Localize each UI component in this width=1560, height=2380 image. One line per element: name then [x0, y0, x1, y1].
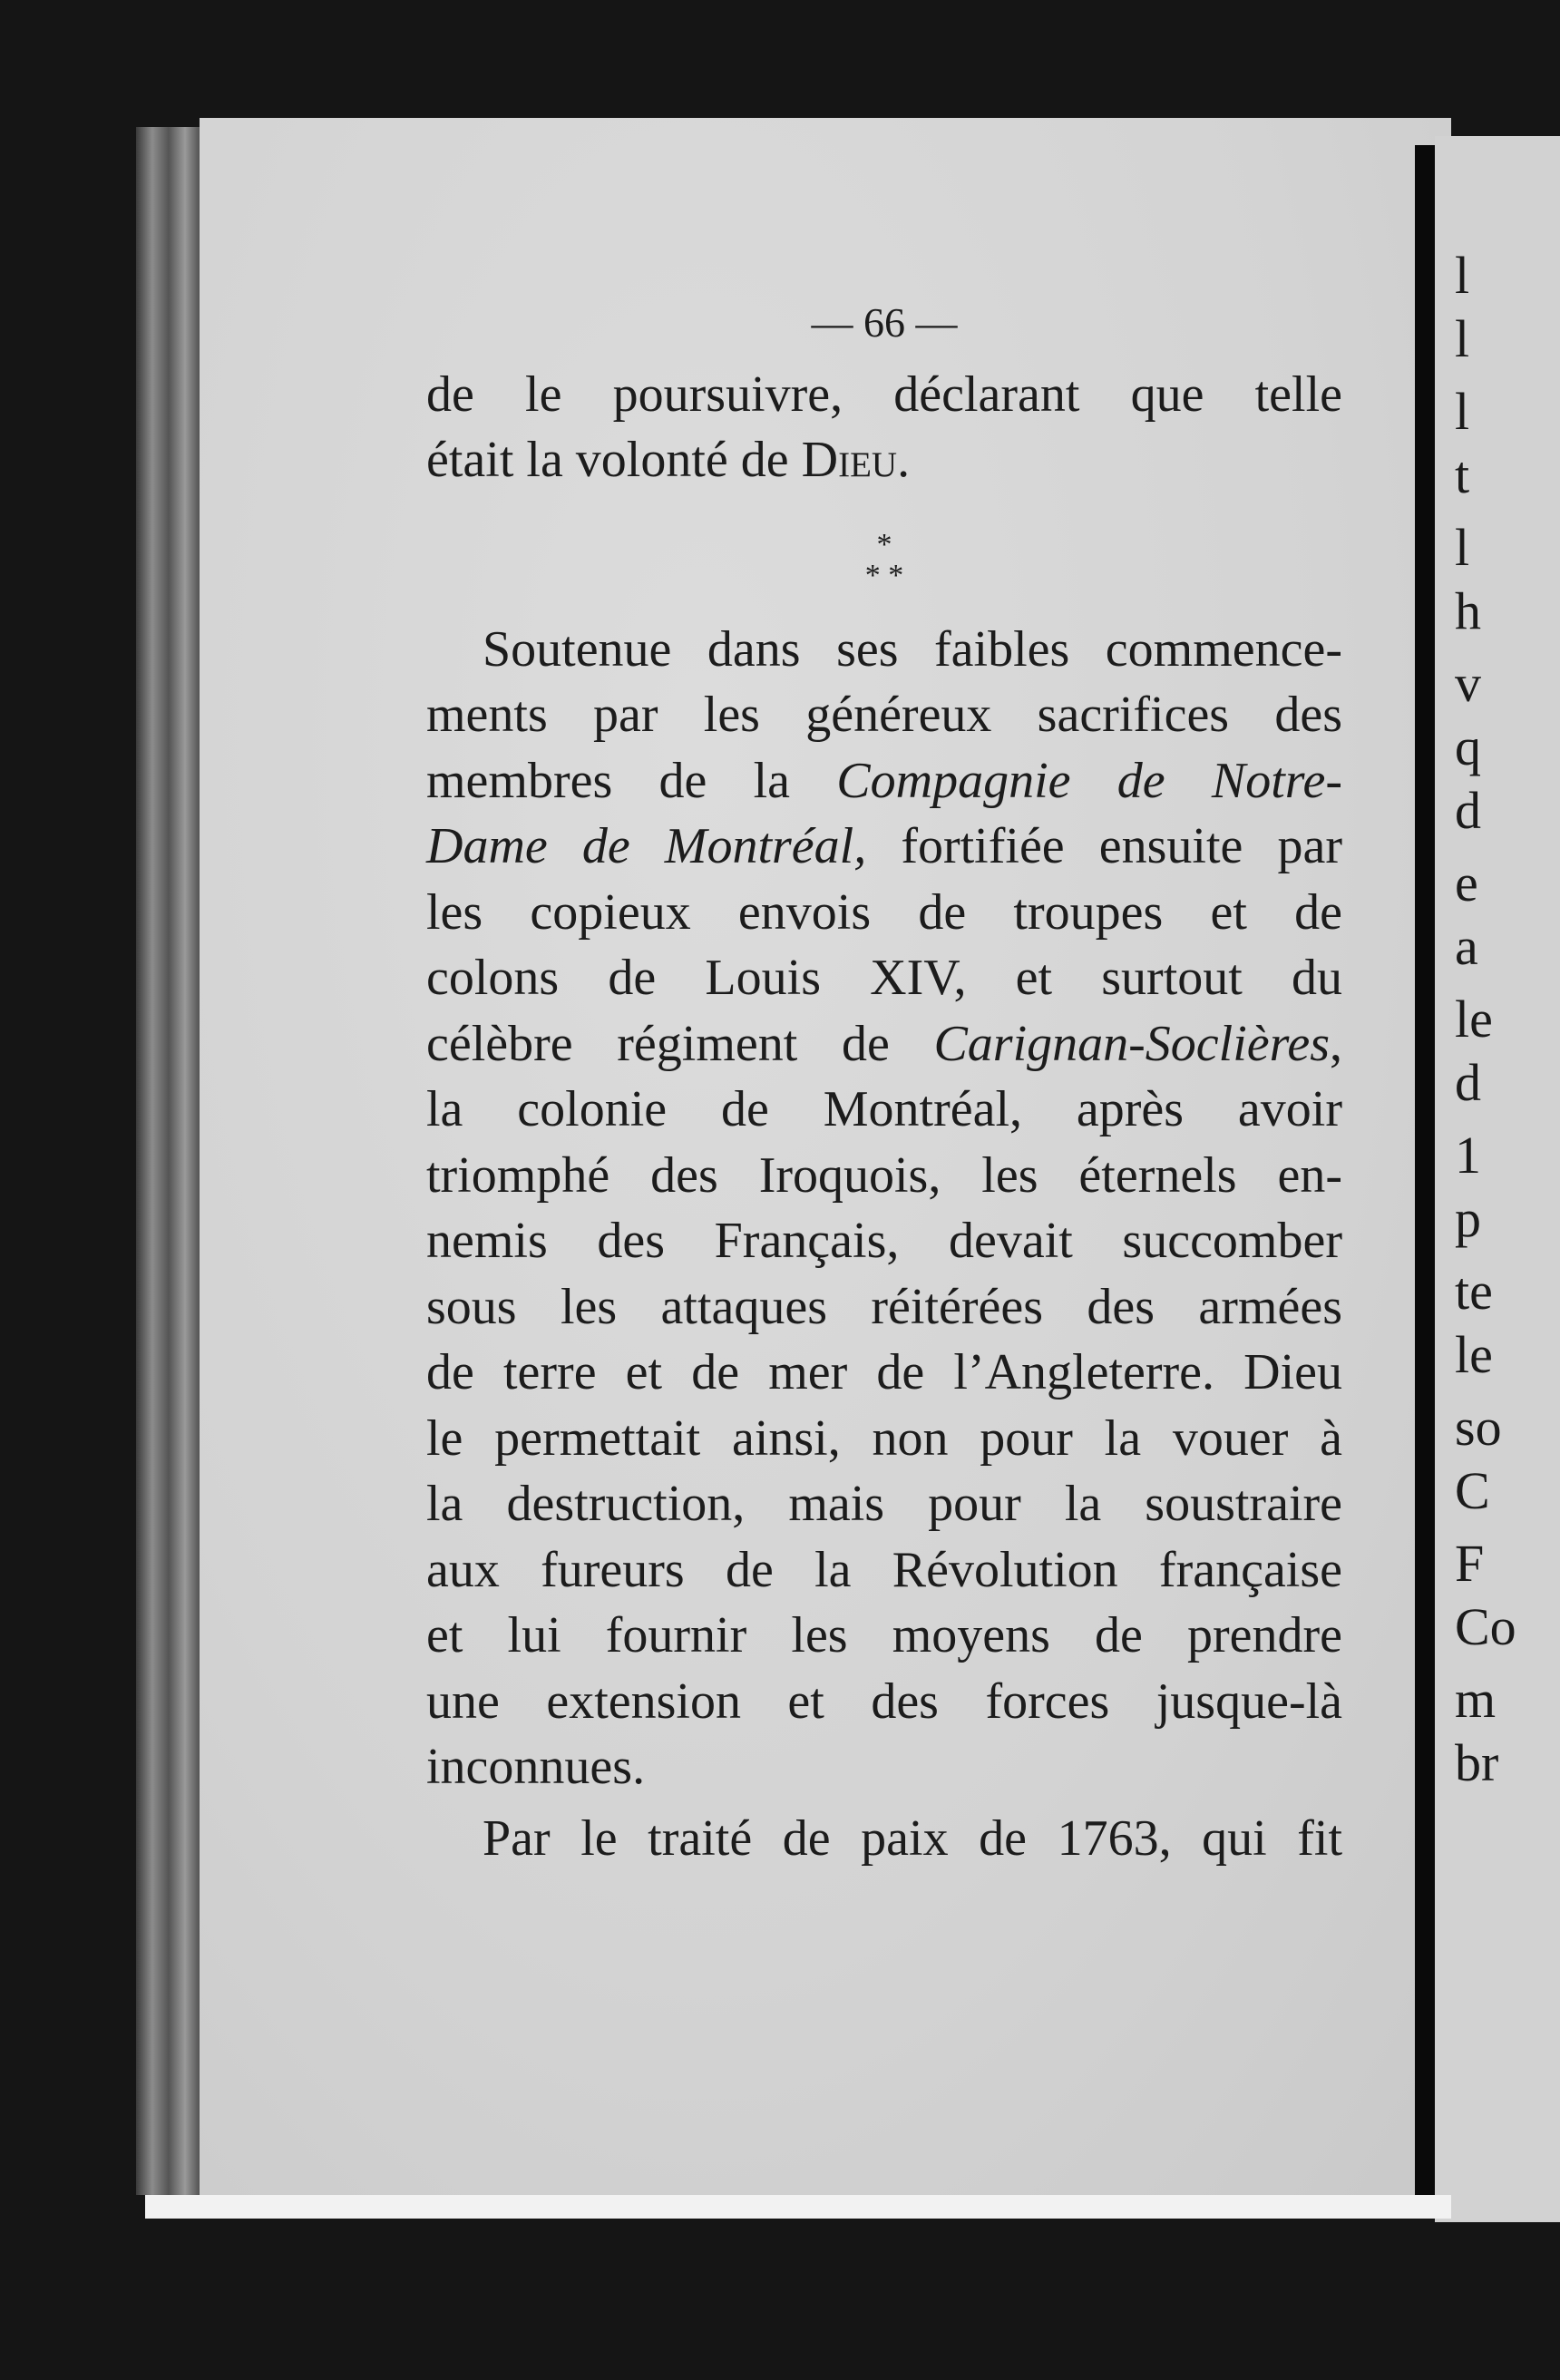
text-line: Dame de Montréal, fortifiée ensuite par: [426, 818, 1342, 874]
book-gutter: [1415, 145, 1435, 2213]
facing-page-fragment: so: [1455, 1398, 1502, 1457]
paragraph-1: [426, 362, 1342, 493]
text-line: membres de la Compagnie de Notre-: [426, 752, 1342, 809]
text-line: les copieux envois de troupes et de: [426, 883, 1342, 941]
text-line: célèbre régiment de Carignan-Soclières,: [426, 1015, 1342, 1072]
text-line: de terre et de mer de l’Angleterre. Dieu: [426, 1344, 1342, 1400]
text-line: colons de Louis XIV, et surtout du: [426, 950, 1342, 1006]
facing-page-fragment: F: [1455, 1534, 1485, 1593]
text-line: de le poursuivre, déclarant que telle: [426, 366, 1342, 423]
facing-page-fragment: q: [1455, 717, 1481, 776]
facing-page-fragment: v: [1455, 654, 1481, 713]
facing-page-fragment: br: [1455, 1733, 1499, 1792]
text-line: nemis des Français, devait succomber: [426, 1213, 1342, 1269]
facing-page-fragment: t: [1455, 445, 1470, 504]
facing-page-fragment: 1: [1455, 1126, 1481, 1185]
facing-page-fragment: l: [1455, 382, 1470, 441]
facing-page-fragment: le: [1455, 1325, 1493, 1384]
page-text: [426, 290, 1342, 1871]
facing-page-fragment: p: [1455, 1189, 1481, 1248]
section-ornament: [426, 527, 1342, 592]
text-line: une extension et des forces jusque-là: [426, 1673, 1342, 1730]
ornament-star-top: *: [876, 527, 892, 561]
facing-page-fragment: te: [1455, 1262, 1493, 1321]
paragraph-2: [426, 617, 1342, 1800]
ornament-star-bottom: * *: [864, 558, 904, 592]
text-line: sous les attaques réitérées des armées: [426, 1278, 1342, 1335]
text-line: la destruction, mais pour la soustraire: [426, 1476, 1342, 1532]
text-line: et lui fournir les moyens de prendre: [426, 1607, 1342, 1663]
page-number: — 66 —: [811, 299, 958, 346]
facing-page-fragment: l: [1455, 518, 1470, 577]
facing-page-fragment: d: [1455, 1053, 1481, 1112]
facing-page-fragment: d: [1455, 781, 1481, 840]
facing-page: [1435, 136, 1560, 2222]
text-line: Soutenue dans ses faibles commence-: [483, 620, 1342, 678]
facing-page-fragment: Co: [1455, 1597, 1516, 1656]
text-line: aux fureurs de la Révolution française: [426, 1541, 1342, 1598]
facing-page-fragment: l: [1455, 309, 1470, 368]
facing-page-fragment: m: [1455, 1670, 1497, 1729]
facing-page-fragment: C: [1455, 1461, 1490, 1520]
text-line: inconnues.: [426, 1739, 646, 1795]
facing-page-fragment: h: [1455, 581, 1481, 640]
paragraph-3: [426, 1806, 1342, 1872]
text-line: était la volonté de Dieu.: [426, 432, 911, 488]
text-line: la colonie de Montréal, après avoir: [426, 1081, 1342, 1137]
text-line: triomphé des Iroquois, les éternels en-: [426, 1146, 1342, 1204]
facing-page-fragment: le: [1455, 990, 1493, 1049]
text-line: ments par les généreux sacrifices des: [426, 687, 1342, 743]
facing-page-fragment: e: [1455, 853, 1478, 912]
page-bottom-strip: [145, 2195, 1451, 2219]
facing-page-fragment: l: [1455, 246, 1470, 305]
facing-page-fragment: a: [1455, 917, 1478, 976]
text-line: Par le traité de paix de 1763, qui fit: [483, 1809, 1342, 1867]
text-line: le permettait ainsi, non pour la vouer à: [426, 1409, 1342, 1467]
